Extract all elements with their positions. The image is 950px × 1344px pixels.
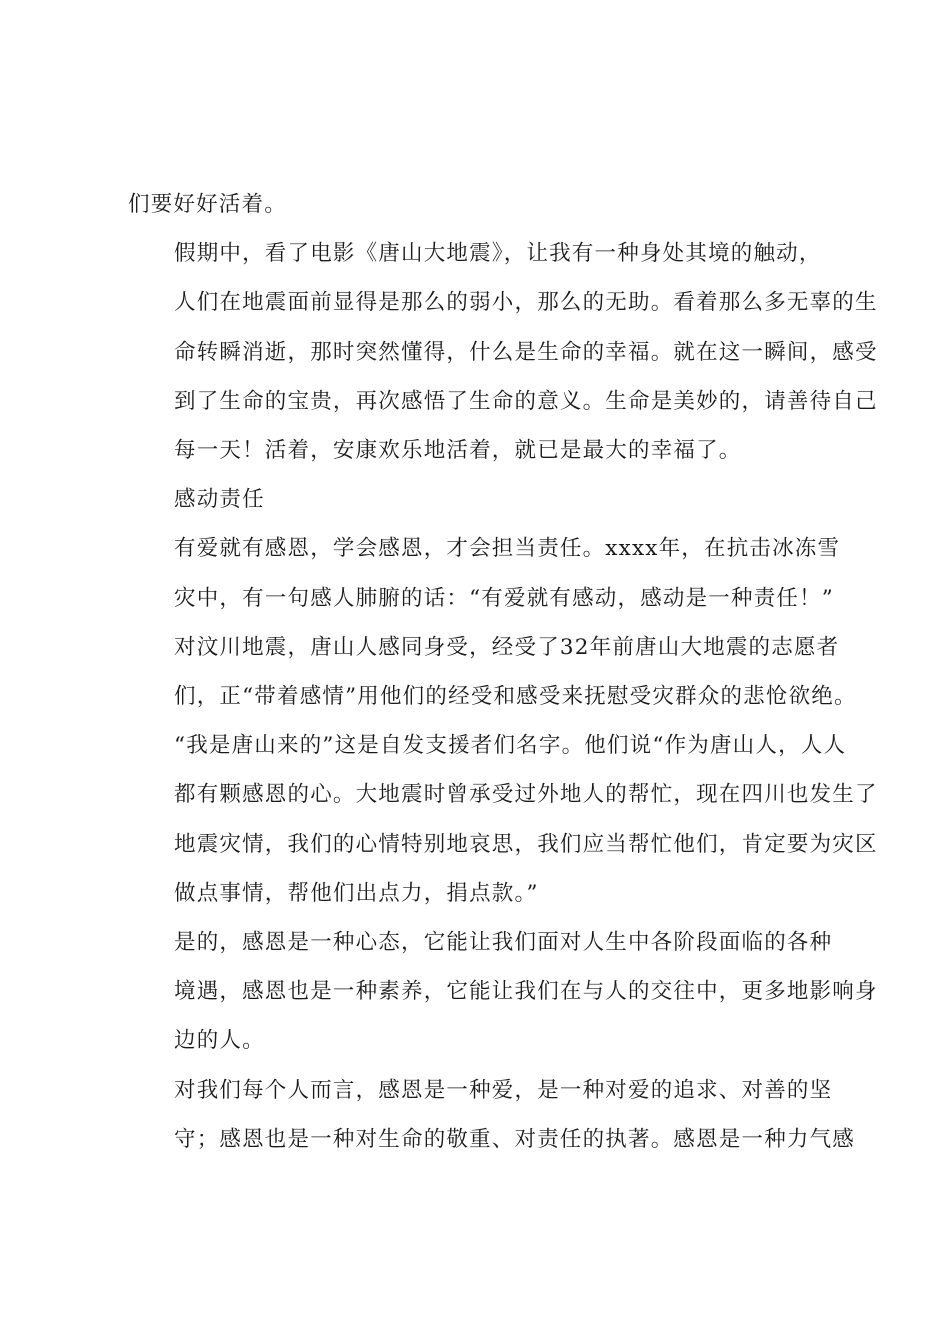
text-line: 人们在地震面前显得是那么的弱小，那么的无助。看着那么多无辜的生 — [174, 290, 878, 316]
text-line: 灾中，有一句感人肺腑的话：“有爱就有感动，感动是一种责任！” — [174, 585, 834, 611]
paragraph-responsibility — [128, 524, 841, 622]
text-line: 边的人。 — [174, 1028, 265, 1054]
paragraph-gratitude-mindset — [128, 918, 878, 1066]
text-line: 们，正“带着感情”用他们的经受和感受来抚慰受灾群众的悲怆欲绝。 — [174, 684, 857, 710]
body-text — [128, 180, 878, 1164]
text-line: 是的，感恩是一种心态，它能让我们面对人生中各阶段面临的各种 — [174, 930, 833, 956]
text-line: 对我们每个人而言，感恩是一种爱，是一种对爱的追求、对善的坚 — [174, 1077, 833, 1103]
paragraph-gratitude-love — [128, 1066, 856, 1164]
text-line: 境遇，感恩也是一种素养，它能让我们在与人的交往中，更多地影响身 — [174, 979, 878, 1005]
text-line: 守；感恩也是一种对生命的敬重、对责任的执著。感恩是一种力气感 — [174, 1126, 856, 1152]
text-line: 地震灾情，我们的心情特别地哀思，我们应当帮忙他们，肯定要为灾区 — [174, 831, 878, 857]
heading-text: 感动责任 — [174, 487, 265, 513]
paragraph-movie — [128, 229, 878, 475]
text-line: 假期中，看了电影《唐山大地震》，让我有一种身处其境的触动， — [174, 241, 822, 267]
paragraph-wenchuan — [128, 623, 878, 918]
text-line: 做点事情，帮他们出点力，捐点款。” — [174, 880, 539, 906]
text-line: 到了生命的宝贵，再次感悟了生命的意义。生命是美妙的，请善待自己 — [174, 388, 878, 414]
paragraph-continuation — [128, 180, 828, 229]
text-line: 们要好好活着。 — [128, 192, 287, 217]
text-line: 每一天！活着，安康欢乐地活着，就已是最大的幸福了。 — [174, 438, 742, 464]
text-line: 对汶川地震，唐山人感同身受，经受了32年前唐山大地震的志愿者 — [174, 634, 840, 660]
text-line: 都有颗感恩的心。大地震时曾承受过外地人的帮忙，现在四川也发生了 — [174, 782, 878, 808]
text-line: “我是唐山来的”这是自发支援者们名字。他们说“作为唐山人，人人 — [174, 733, 847, 759]
text-line: 有爱就有感恩，学会感恩，才会担当责任。xxxx年，在抗击冰冻雪 — [174, 536, 841, 562]
text-line: 命转瞬消逝，那时突然懂得，什么是生命的幸福。就在这一瞬间，感受 — [174, 339, 878, 365]
section-heading — [128, 475, 828, 524]
